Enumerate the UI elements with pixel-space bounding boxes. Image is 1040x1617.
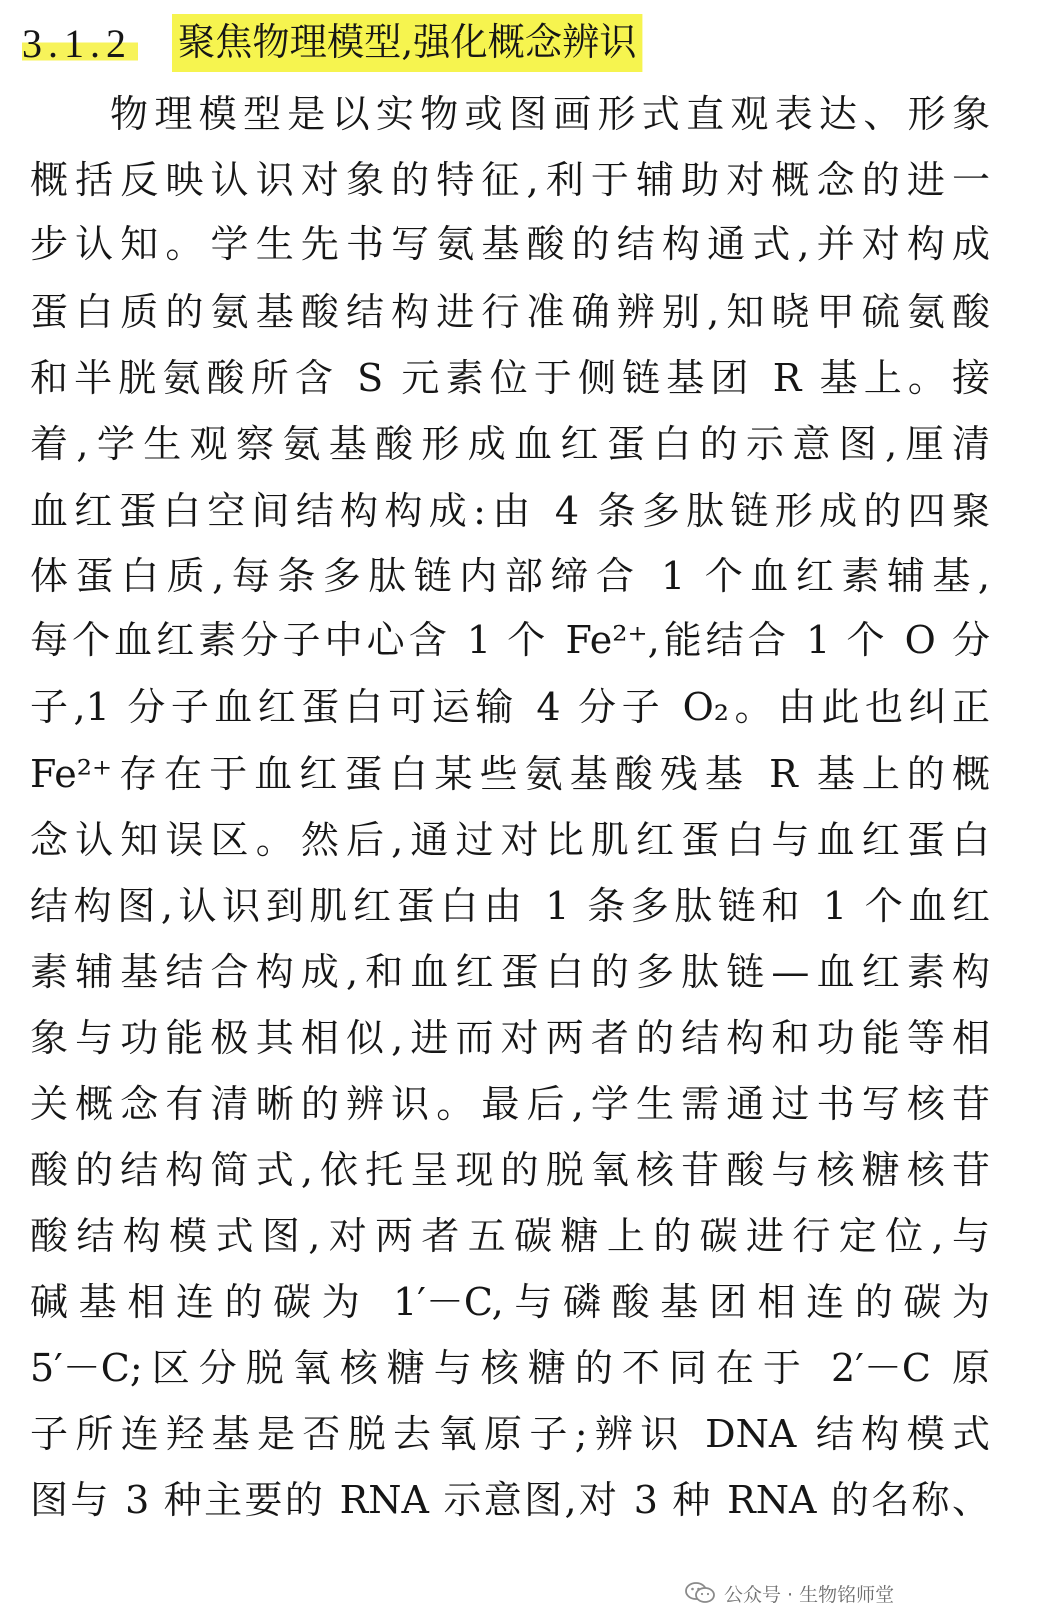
paragraph-line: 步认知。学生先书写氨基酸的结构通式,并对构成 [30, 222, 990, 266]
paragraph-line: 结构图,认识到肌红蛋白由 1 条多肽链和 1 个血红 [30, 884, 990, 928]
paragraph-line: 子所连羟基是否脱去氧原子;辨识 DNA 结构模式 [30, 1412, 990, 1456]
section-number: 3.1.2 [22, 20, 138, 67]
wechat-official-account-icon [684, 1580, 716, 1606]
paragraph-line: 血红蛋白空间结构构成:由 4 条多肽链形成的四聚 [30, 489, 990, 533]
paragraph-line: 关概念有清晰的辨识。最后,学生需通过书写核苷 [30, 1082, 990, 1126]
paragraph-line: 体蛋白质,每条多肽链内部缔合 1 个血红素辅基, [30, 554, 990, 598]
paragraph-line: 着,学生观察氨基酸形成血红蛋白的示意图,厘清 [30, 422, 990, 466]
paragraph-line: 酸结构模式图,对两者五碳糖上的碳进行定位,与 [30, 1214, 990, 1258]
paragraph-line: 素辅基结合构成,和血红蛋白的多肽链—血红素构 [30, 950, 990, 994]
watermark-text: 公众号 · 生物铭师堂 [724, 1583, 895, 1606]
paragraph-line: 蛋白质的氨基酸结构进行准确辨别,知晓甲硫氨酸 [30, 290, 990, 334]
paragraph-line: 酸的结构简式,依托呈现的脱氧核苷酸与核糖核苷 [30, 1148, 990, 1192]
paragraph-line: 每个血红素分子中心含 1 个 Fe²⁺,能结合 1 个 O 分 [30, 618, 990, 662]
paragraph-line: Fe²⁺存在于血红蛋白某些氨基酸残基 R 基上的概 [30, 752, 990, 796]
paragraph-line: 5′－C;区分脱氧核糖与核糖的不同在于 2′－C 原 [30, 1346, 990, 1390]
watermark [678, 1576, 904, 1610]
paragraph-line: 子,1 分子血红蛋白可运输 4 分子 O₂。由此也纠正 [30, 685, 990, 729]
section-title: 聚焦物理模型,强化概念辨识 [172, 14, 642, 72]
paragraph-line: 概括反映认识对象的特征,利于辅助对概念的进一 [30, 158, 990, 202]
paragraph-line: 象与功能极其相似,进而对两者的结构和功能等相 [30, 1016, 990, 1060]
paragraph-line: 念认知误区。然后,通过对比肌红蛋白与血红蛋白 [30, 818, 990, 862]
paragraph-line: 和半胱氨酸所含 S 元素位于侧链基团 R 基上。接 [30, 356, 990, 400]
paragraph-line: 碱基相连的碳为 1′－C,与磷酸基团相连的碳为 [30, 1280, 990, 1324]
paragraph-line: 物理模型是以实物或图画形式直观表达、形象 [110, 92, 990, 136]
paragraph-line: 图与 3 种主要的 RNA 示意图,对 3 种 RNA 的名称、 [30, 1478, 990, 1522]
